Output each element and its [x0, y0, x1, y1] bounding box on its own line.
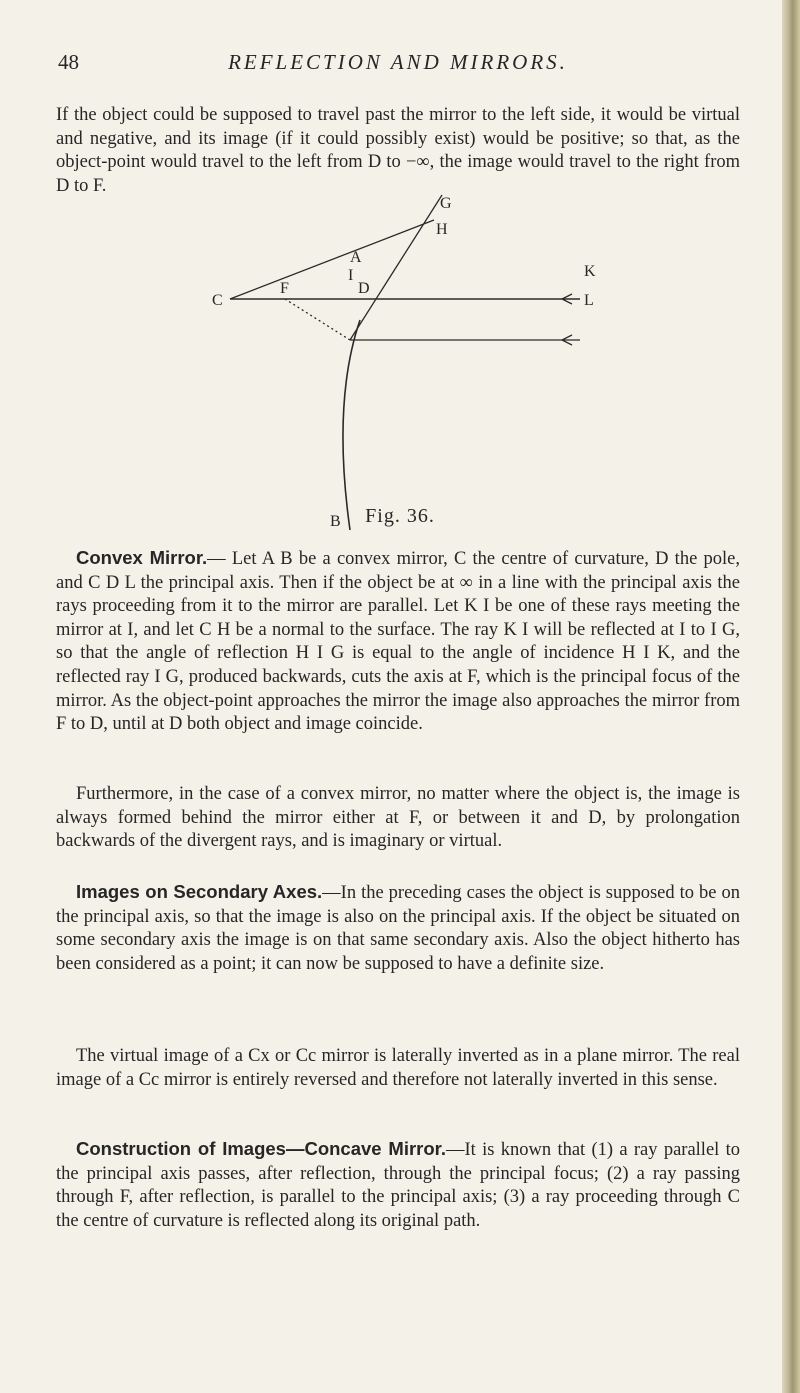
paragraph-construction-body: —It is known that (1) a ray parallel to the principal axis passes, after reflection, through the principal focus; (2) a ray passing through F, after reflection, is parallel to the principal axis; (3) a ray proceeding through C the centre of curvature is reflected along its original path. [56, 1140, 740, 1231]
reflected-ray-I-G [350, 195, 442, 340]
heading-convex-mirror: Convex Mirror. [76, 547, 208, 568]
paragraph-convex-mirror-body: — Let A B be a convex mirror, C the centre of curvature, D the pole, and C D L the principal axis. Then if the object be at ∞ in a line with the principal axis the rays proceeding from it to the mirror are parallel. Let K I be one of these rays meeting the mirror at I, and let C H be a normal to the surface. The ray K I will be reflected at I to I G, so that the angle of reflection H I G is equal to the angle of incidence H I K, and the reflected ray I G, produced backwards, cuts the axis at F, which is the principal focus of the mirror. As the object-point approaches the mirror the image also approaches the mirror from F to D, until at D both object and image coincide. [56, 549, 740, 735]
mirror-arc [343, 320, 360, 530]
label-I: I [348, 267, 354, 284]
normal-line-C-H [230, 220, 434, 299]
paragraph-secondary-axes-body: —In the preceding cases the object is supposed to be on the principal axis, so that the image is also on the principal axis. If the object be situated on some secondary axis the image is on that same secondary axis. Also the object hitherto has been considered as a point; it can now be supposed to have a definite size. [56, 883, 740, 974]
figure-36-convex-mirror-diagram [200, 195, 640, 530]
paragraph-object-past-mirror: If the object could be supposed to travel past the mirror to the left side, it would be virtual and negative, and its image (if it could possibly exist) would be positive; so that, as the object-point would travel to the left from D to −∞, the image would travel to the right from D to F. [56, 105, 740, 196]
label-L: L [584, 292, 594, 309]
paragraph-secondary-axes [56, 880, 740, 976]
running-head: REFLECTION AND MIRRORS. [228, 50, 568, 74]
heading-construction-of-images: Construction of Images—Concave Mirror. [76, 1138, 446, 1159]
paragraph-virtual-image: The virtual image of a Cx or Cc mirror is laterally inverted as in a plane mirror. The real image of a Cc mirror is entirely reversed and therefore not laterally inverted in this sense. [56, 1046, 740, 1090]
label-G: G [440, 195, 452, 212]
label-C: C [212, 292, 223, 309]
label-K: K [584, 263, 596, 280]
label-F: F [280, 280, 289, 297]
heading-secondary-axes: Images on Secondary Axes. [76, 881, 323, 902]
page-header [58, 50, 738, 80]
label-A: A [350, 249, 362, 266]
label-B: B [330, 513, 341, 530]
page-binding-edge [782, 0, 800, 1393]
label-H: H [436, 221, 448, 238]
figure-caption: Fig. 36. [365, 505, 435, 527]
prolongation-I-F [285, 299, 350, 340]
paragraph-convex-mirror [56, 546, 740, 737]
paragraph-furthermore: Furthermore, in the case of a convex mirror, no matter where the object is, the image is always formed behind the mirror either at F, or between it and D, by prolongation backwards of the divergent rays, and is imaginary or virtual. [56, 784, 740, 852]
page-number: 48 [58, 50, 79, 74]
paragraph-construction-of-images [56, 1137, 740, 1233]
label-D: D [358, 280, 370, 297]
